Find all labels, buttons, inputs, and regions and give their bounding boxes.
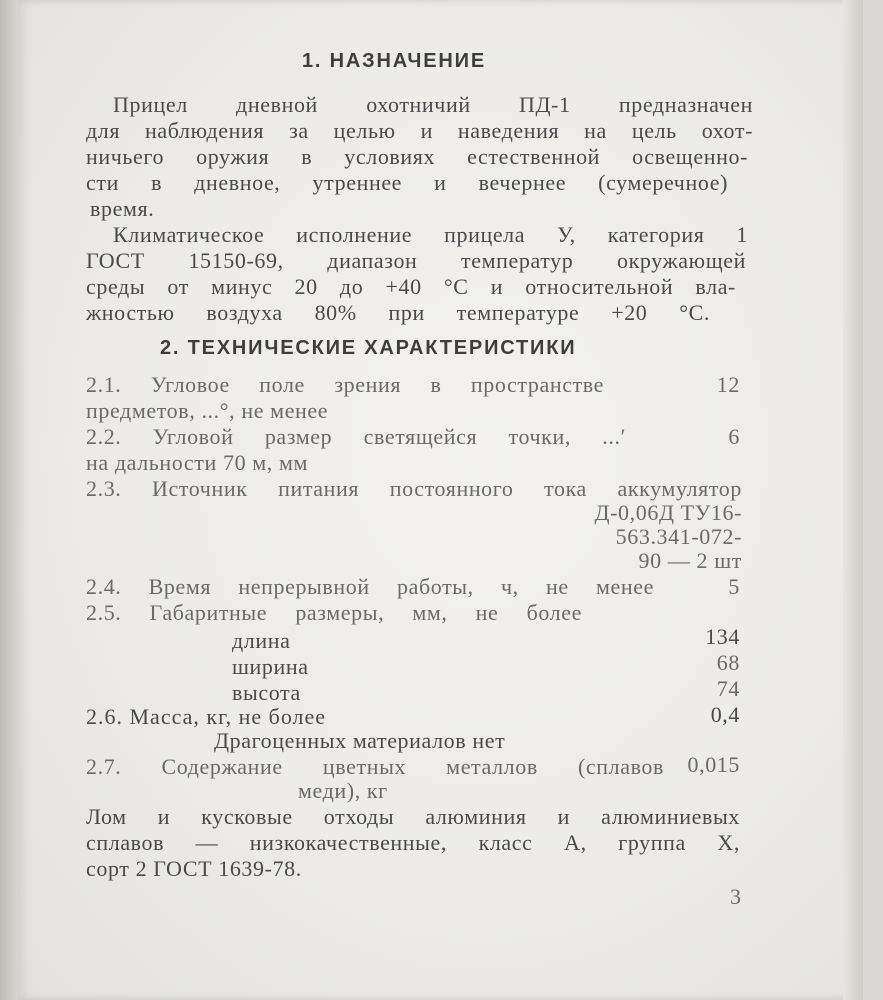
scrap-note-line: Лом и кусковые отходы алюминия и алюминиевых <box>86 804 740 829</box>
spec-2-5-dim-value: 68 <box>716 650 740 675</box>
page-number: 3 <box>730 884 742 909</box>
spec-2-4-label: 2.4. Время непрерывной работы, ч, не менее <box>86 574 654 599</box>
section-1-line: время. <box>90 196 155 221</box>
section-1-climate-line: среды от минус 20 до +40 °С и относительной вла- <box>86 274 736 299</box>
spec-2-5-dim-name: высота <box>232 680 301 705</box>
spec-2-6-value: 0,4 <box>710 702 740 727</box>
spec-2-6-label: 2.6. Масса, кг, не более <box>86 704 327 729</box>
section-1-line: ничьего оружия в условиях естественной освещенно- <box>86 144 748 169</box>
document-page <box>18 0 863 1000</box>
section-1-climate-line: жностью воздуха 80% при температуре +20 °С. <box>86 300 710 325</box>
precious-materials-note: Драгоценных материалов нет <box>214 728 506 753</box>
spec-2-4-value: 5 <box>728 574 740 599</box>
spec-2-2-value: 6 <box>728 424 740 449</box>
spec-2-5-dim-name: ширина <box>232 654 309 679</box>
spec-2-7-label-cont: меди), кг <box>298 778 388 803</box>
spec-2-1-label-cont: предметов, ...°, не менее <box>86 398 329 423</box>
binding-fold <box>0 0 18 1000</box>
section-1-line: сти в дневное, утреннее и вечернее (сумеречное) <box>86 170 728 195</box>
spec-2-5-dim-name: длина <box>232 628 291 653</box>
spec-2-3-line: 90 — 2 шт <box>638 548 742 573</box>
spec-2-2-label-cont: на дальности 70 м, мм <box>86 450 309 475</box>
scrap-note-line: сорт 2 ГОСТ 1639-78. <box>86 856 302 881</box>
section-1-line: для наблюдения за целью и наведения на цель охот- <box>86 118 753 143</box>
spec-2-1-label: 2.1. Угловое поле зрения в пространстве <box>86 372 604 397</box>
section-1-climate-line: Климатическое исполнение прицела У, категория 1 <box>113 222 748 247</box>
spec-2-2-label: 2.2. Угловой размер светящейся точки, ...′ <box>86 424 626 449</box>
scrap-note-line: сплавов — низкокачественные, класс А, группа Х, <box>86 830 740 855</box>
spec-2-3-line: 563.341-072- <box>615 524 742 549</box>
page-edge <box>843 0 863 1000</box>
section-1-climate-line: ГОСТ 15150-69, диапазон температур окружающей <box>86 248 746 273</box>
spec-2-5-dim-value: 74 <box>716 676 740 701</box>
spec-2-5-label: 2.5. Габаритные размеры, мм, не более <box>86 600 582 625</box>
section-2-heading: 2. ТЕХНИЧЕСКИЕ ХАРАКТЕРИСТИКИ <box>160 337 577 359</box>
spec-2-7-label: 2.7. Содержание цветных металлов (сплавов <box>86 754 664 779</box>
spec-2-3-line: Д-0,06Д ТУ16- <box>594 500 742 525</box>
spec-2-7-value: 0,015 <box>687 752 740 777</box>
section-1-line: Прицел дневной охотничий ПД-1 предназначен <box>113 92 753 117</box>
spec-2-3-label: 2.3. Источник питания постоянного тока аккумулятор <box>86 476 742 501</box>
spec-2-5-dim-value: 134 <box>705 624 740 649</box>
spec-2-1-value: 12 <box>716 372 740 397</box>
section-1-heading: 1. НАЗНАЧЕНИЕ <box>302 50 486 72</box>
